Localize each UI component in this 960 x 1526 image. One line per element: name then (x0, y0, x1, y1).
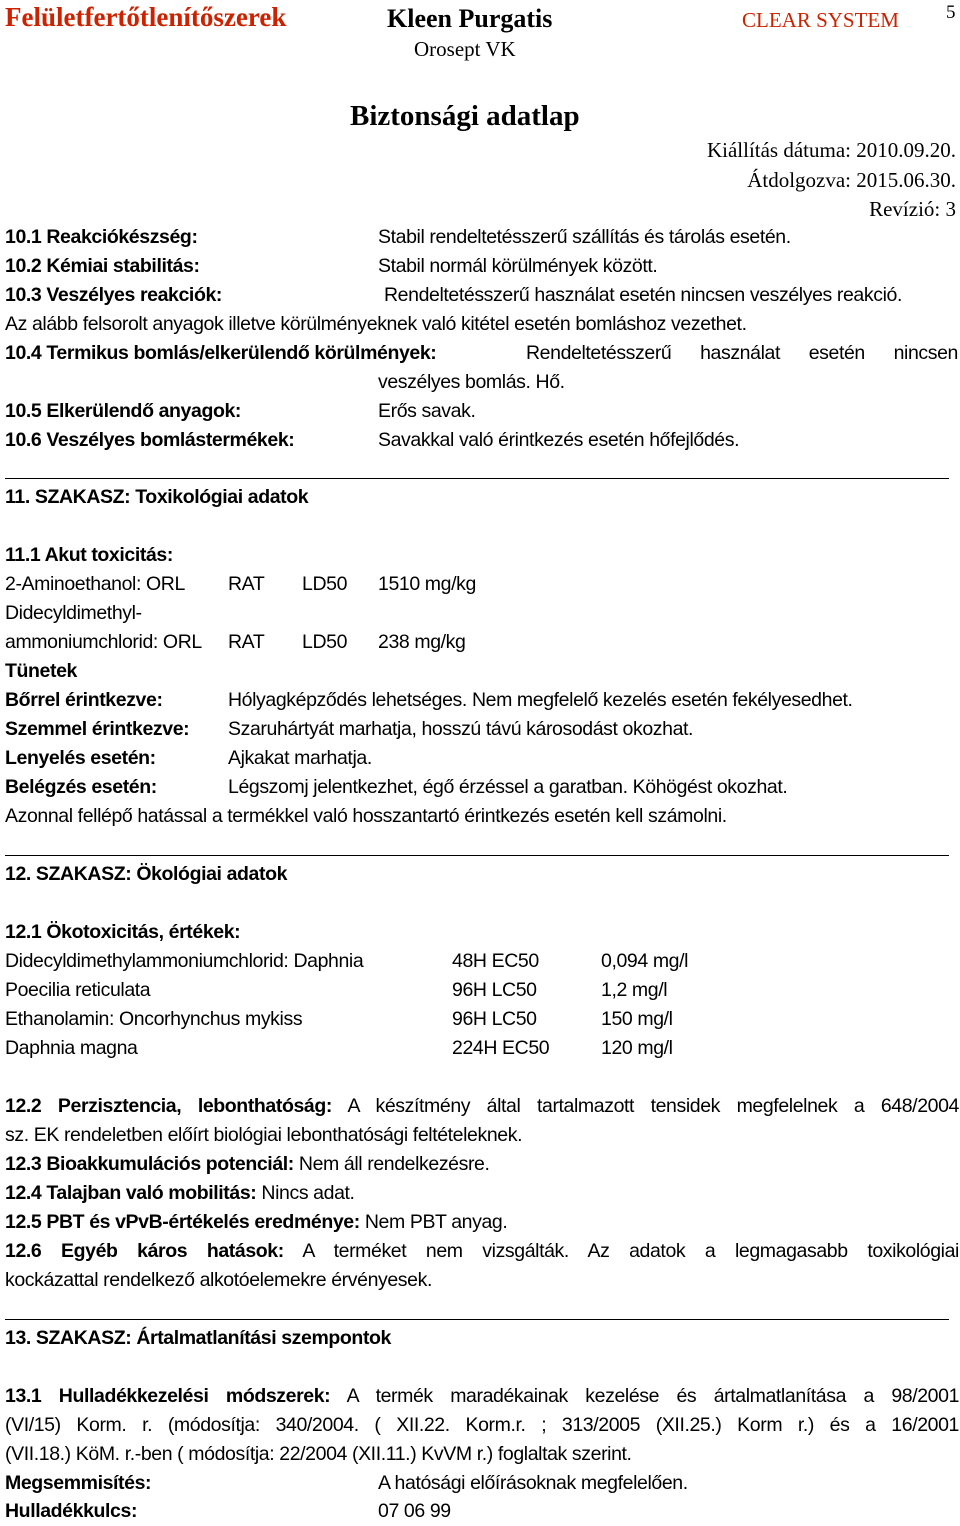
persistence-label: 12.2 Perzisztencia, lebonthatóság: (5, 1095, 332, 1117)
waste-code-label: Hulladékkulcs: (5, 1500, 138, 1522)
mobility-paragraph (5, 1182, 355, 1205)
bioaccumulation-label: 12.3 Bioakkumulációs potenciál: (5, 1153, 294, 1175)
eco-row-3-name: Ethanolamin: Oncorhynchus mykiss (5, 1008, 303, 1030)
section-divider (5, 855, 949, 856)
other-effects-text: A terméket nem vizsgálták. Az adatok a legmagasabb toxikológiai (302, 1240, 959, 1262)
waste-code-value: 07 06 99 (378, 1500, 451, 1522)
persistence-continued: sz. EK rendeletben előírt biológiai lebonthatósági feltételeknek. (5, 1124, 523, 1146)
symptoms-heading: Tünetek (5, 660, 77, 682)
thermal-decomposition-text: Rendeltetésszerű használat esetén nincsen (526, 342, 958, 364)
pbt-paragraph (5, 1211, 507, 1234)
reactivity-label: 10.1 Reakciókészség: (5, 226, 198, 248)
thermal-decomposition-label: 10.4 Termikus bomlás/elkerülendő körülmények: (5, 342, 437, 364)
eco-row-4-value: 120 mg/l (601, 1037, 673, 1059)
eco-row-2-value: 1,2 mg/l (601, 979, 668, 1001)
eco-row-2-name: Poecilia reticulata (5, 979, 151, 1001)
section-divider (5, 478, 949, 479)
materials-to-avoid-value: Erős savak. (378, 400, 476, 422)
persistence-paragraph (5, 1095, 959, 1118)
ecotoxicity-heading: 12.1 Ökotoxicitás, értékek: (5, 921, 241, 943)
product-name: Kleen Purgatis (387, 4, 553, 33)
revised-date: Átdolgozva: 2015.06.30. (747, 168, 956, 192)
document-title: Biztonsági adatlap (350, 100, 580, 132)
eco-row-1-value: 0,094 mg/l (601, 950, 689, 972)
product-subname: Orosept VK (414, 37, 516, 61)
eye-contact-label: Szemmel érintkezve: (5, 718, 190, 740)
skin-contact-value: Hólyagképződés lehetséges. Nem megfelelő kezelés esetén fekélyesedhet. (228, 689, 853, 711)
other-effects-label: 12.6 Egyéb káros hatások: (5, 1240, 284, 1262)
eco-row-1-name: Didecyldimethylammoniumchlorid: Daphnia (5, 950, 364, 972)
decomposition-products-value: Savakkal való érintkezés esetén hőfejlődés. (378, 429, 740, 451)
decomposition-products-label: 10.6 Veszélyes bomlástermékek: (5, 429, 295, 451)
toxicity-row-1-test: LD50 (302, 573, 348, 595)
waste-methods-line2-text: (VI/15) Korm. r. (módosítja: 340/2004. ( XII.22. Korm.r. ; 313/2005 (XII.25.) Korm r.) és a 16/2001 (5, 1414, 959, 1436)
hazardous-reactions-label: 10.3 Veszélyes reakciók: (5, 284, 222, 306)
hazardous-reactions-value: Rendeltetésszerű használat esetén nincsen veszélyes reakció. (384, 284, 902, 306)
disposal-value: A hatósági előírásoknak megfelelően. (378, 1472, 688, 1494)
ingestion-label: Lenyelés esetén: (5, 747, 156, 769)
chemical-stability-label: 10.2 Kémiai stabilitás: (5, 255, 200, 277)
toxicity-row-1-name: 2-Aminoethanol: ORL (5, 573, 185, 595)
eco-row-3-value: 150 mg/l (601, 1008, 673, 1030)
brand-name: CLEAR SYSTEM (742, 8, 899, 32)
waste-methods-paragraph (5, 1385, 959, 1408)
hazardous-reactions-continued: Az alább felsorolt anyagok illetve körülményeknek való kitétel esetén bomláshoz vezethet. (5, 313, 747, 335)
persistence-text: A készítmény által tartalmazott tensidek megfelelnek a 648/2004 (347, 1095, 959, 1117)
revision-number: Revízió: 3 (869, 197, 956, 221)
eco-row-2-test: 96H LC50 (452, 979, 537, 1001)
eco-row-1-test: 48H EC50 (452, 950, 539, 972)
exposure-note: Azonnal fellépő hatással a termékkel való hosszantartó érintkezés esetén kell számolni. (5, 805, 727, 827)
section-11-heading: 11. SZAKASZ: Toxikológiai adatok (5, 486, 309, 508)
bioaccumulation-paragraph (5, 1153, 490, 1176)
eye-contact-value: Szaruhártyát marhatja, hosszú távú károsodást okozhat. (228, 718, 694, 740)
toxicity-row-2-name-line1: Didecyldimethyl- (5, 602, 142, 624)
toxicity-row-1-value: 1510 mg/kg (378, 573, 476, 595)
category-title: Felületfertőtlenítőszerek (5, 2, 287, 32)
inhalation-label: Belégzés esetén: (5, 776, 157, 798)
waste-methods-label: 13.1 Hulladékkezelési módszerek: (5, 1385, 331, 1407)
other-effects-paragraph (5, 1240, 959, 1263)
toxicity-row-2-species: RAT (228, 631, 265, 653)
reactivity-value: Stabil rendeltetésszerű szállítás és tárolás esetén. (378, 226, 791, 248)
thermal-decomposition-continued: veszélyes bomlás. Hő. (378, 371, 565, 393)
eco-row-3-test: 96H LC50 (452, 1008, 537, 1030)
acute-toxicity-heading: 11.1 Akut toxicitás: (5, 544, 173, 566)
toxicity-row-2-test: LD50 (302, 631, 348, 653)
eco-row-4-name: Daphnia magna (5, 1037, 138, 1059)
mobility-text: Nincs adat. (261, 1182, 355, 1204)
inhalation-value: Légszomj jelentkezhet, égő érzéssel a garatban. Köhögést okozhat. (228, 776, 788, 798)
bioaccumulation-text: Nem áll rendelkezésre. (298, 1153, 490, 1175)
disposal-label: Megsemmisítés: (5, 1472, 152, 1494)
materials-to-avoid-label: 10.5 Elkerülendő anyagok: (5, 400, 242, 422)
thermal-decomposition-value (526, 342, 958, 365)
section-12-heading: 12. SZAKASZ: Ökológiai adatok (5, 863, 288, 885)
skin-contact-label: Bőrrel érintkezve: (5, 689, 163, 711)
toxicity-row-2-value: 238 mg/kg (378, 631, 466, 653)
section-divider (5, 1319, 949, 1320)
chemical-stability-value: Stabil normál körülmények között. (378, 255, 658, 277)
mobility-label: 12.4 Talajban való mobilitás: (5, 1182, 257, 1204)
pbt-text: Nem PBT anyag. (364, 1211, 508, 1233)
toxicity-row-1-species: RAT (228, 573, 265, 595)
section-13-heading: 13. SZAKASZ: Ártalmatlanítási szempontok (5, 1327, 391, 1349)
waste-methods-line3: (VII.18.) KöM. r.-ben ( módosítja: 22/2004 (XII.11.) KvVM r.) foglaltak szerint. (5, 1443, 632, 1465)
waste-methods-line2 (5, 1414, 959, 1437)
other-effects-continued: kockázattal rendelkező alkotóelemekre érvényesek. (5, 1269, 432, 1291)
issue-date: Kiállítás dátuma: 2010.09.20. (706, 138, 956, 162)
waste-methods-text: A termék maradékainak kezelése és ártalmatlanítása a 98/2001 (346, 1385, 960, 1407)
page-number: 5 (946, 2, 956, 23)
eco-row-4-test: 224H EC50 (452, 1037, 550, 1059)
ingestion-value: Ajkakat marhatja. (228, 747, 372, 769)
pbt-label: 12.5 PBT és vPvB-értékelés eredménye: (5, 1211, 360, 1233)
toxicity-row-2-name: ammoniumchlorid: ORL (5, 631, 202, 653)
